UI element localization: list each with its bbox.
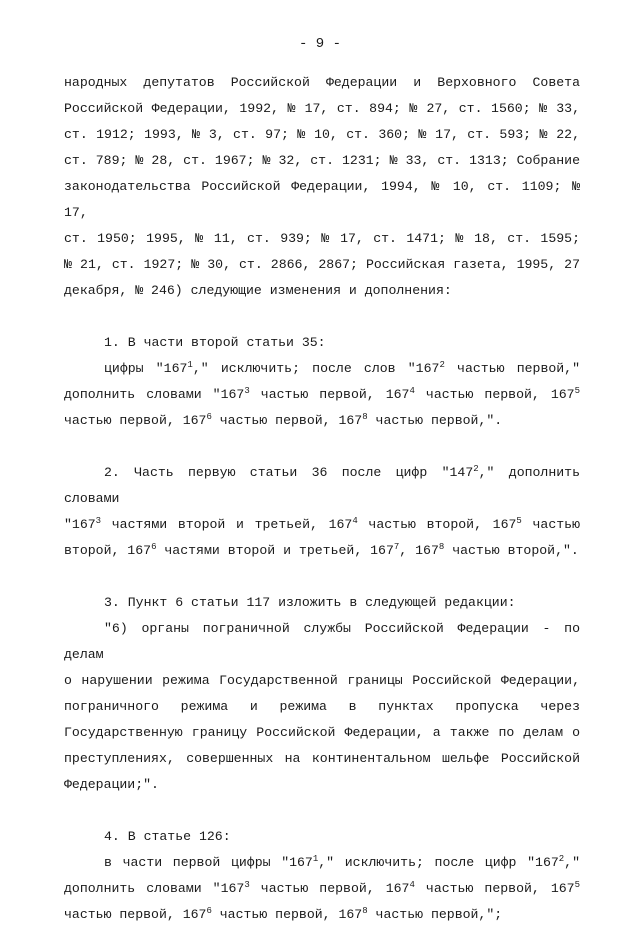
intro-line: № 21, ст. 1927; № 30, ст. 2866, 2867; Российская газета, 1995, 27 [64, 257, 580, 272]
item-3-line: пограничного режима и режима в пунктах пропуска через [64, 699, 580, 714]
item-4-line: дополнить словами "$167^3$ частью первой, $167^4$ частью первой, $167^5$ [64, 880, 580, 896]
item-4-line: частью первой, $167^6$ частью первой, $167^8$ частью первой,"; [64, 906, 503, 922]
intro-line: ст. 789; № 28, ст. 1967; № 32, ст. 1231; № 33, ст. 1313; Собрание [64, 153, 580, 168]
item-3-line: Государственную границу Российской Федерации, а также по делам о [64, 725, 580, 740]
item-1-line: дополнить словами "$167^3$ частью первой, $167^4$ частью первой, $167^5$ [64, 386, 580, 402]
item-4-line: в части первой цифры "$167^1$," исключить; после цифр "$167^2$," [104, 854, 580, 870]
intro-line: декабря, № 246) следующие изменения и дополнения: [64, 283, 452, 298]
item-4-heading: 4. В статье 126: [104, 829, 231, 844]
item-3-line: "6) органы пограничной службы Российской Федерации - по делам [64, 621, 580, 662]
intro-line: ст. 1950; 1995, № 11, ст. 939; № 17, ст. 1471; № 18, ст. 1595; [64, 231, 580, 246]
page-number: - 9 - [298, 36, 341, 52]
intro-line: Российской Федерации, 1992, № 17, ст. 894; № 27, ст. 1560; № 33, [64, 101, 580, 116]
item-2-line: 2. Часть первую статьи 36 после цифр "$147^2$," дополнить словами [64, 464, 581, 506]
item-1-line: цифры "$167^1$," исключить; после слов "$167^2$ частью первой," [104, 360, 581, 376]
item-3-line: преступлениях, совершенных на континентальном шельфе Российской [64, 751, 580, 766]
item-3-line: Федерации;". [64, 777, 159, 792]
document-body [64, 70, 580, 928]
intro-line: законодательства Российской Федерации, 1994, № 10, ст. 1109; № 17, [64, 179, 580, 220]
item-2-line: "$167^3$ частями второй и третьей, $167^4$ частью второй, $167^5$ частью [64, 516, 580, 532]
item-3-line: о нарушении режима Государственной границы Российской Федерации, [64, 673, 580, 688]
intro-line: ст. 1912; 1993, № 3, ст. 97; № 10, ст. 360; № 17, ст. 593; № 22, [64, 127, 580, 142]
intro-line: народных депутатов Российской Федерации и Верховного Совета [64, 75, 580, 90]
item-1-line: частью первой, $167^6$ частью первой, $167^8$ частью первой,". [64, 412, 503, 428]
item-1-heading: 1. В части второй статьи 35: [104, 335, 326, 350]
item-3-heading: 3. Пункт 6 статьи 117 изложить в следующей редакции: [104, 595, 516, 610]
item-2-line: второй, $167^6$ частями второй и третьей, $167^7$, $167^8$ частью второй,". [64, 542, 579, 558]
